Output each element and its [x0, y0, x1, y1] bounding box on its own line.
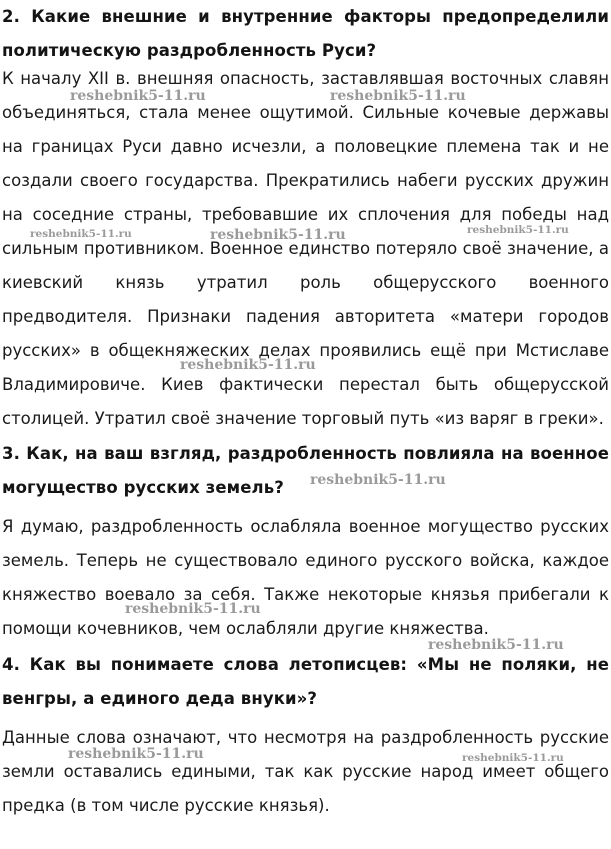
answer-4-paragraph: Данные слова означают, что несмотря на раздробленность русские земли оставались едиными, так как русские народ имеет общего предка (в том числе русские князья).	[2, 728, 609, 815]
watermark: reshebnik5-11.ru	[180, 357, 316, 373]
watermark: reshebnik5-11.ru	[68, 746, 204, 762]
question-3-heading: 3. Как, на ваш взгляд, раздробленность повлияла на военное могущество русских земель?	[2, 444, 609, 497]
question-2-heading: 2. Какие внешние и внутренние факторы предопределили политическую раздробленность Руси?	[2, 7, 609, 60]
answer-3-paragraph: Я думаю, раздробленность ослабляла военное могущество русских земель. Теперь не существовало единого русского войска, каждое княжество воевало за себя. Также некоторые князья прибегали к помощи кочевников, чем ослабляли другие княжества.	[2, 517, 609, 638]
answer-2-paragraph: К началу XII в. внешняя опасность, заставлявшая восточных славян объединяться, стала менее ощутимой. Сильные кочевые державы на границах Руси давно исчезли, а половецкие племена так и не создали своего государства. Прекратились набеги русских дружин на соседние страны, требовавшие их сплочения для победы над сильным противником. Военное единство потеряло своё значение, а киевский князь утратил роль общерусского военного предводителя. Признаки падения авторитета «матери городов русских» в общекняжеских делах проявились ещё при Мстиславе Владимировиче. Киев фактически перестал быть общерусской столицей. Утратил своё значение торговый путь «из варяг в греки».	[2, 69, 609, 428]
watermark: reshebnik5-11.ru	[428, 637, 564, 653]
watermark: reshebnik5-11.ru	[462, 752, 564, 764]
watermark: reshebnik5-11.ru	[125, 601, 261, 617]
question-4-heading: 4. Как вы понимаете слова летописцев: «Мы не поляки, не венгры, а единого деда внуки»?	[2, 655, 609, 708]
watermark: reshebnik5-11.ru	[210, 227, 346, 243]
watermark: reshebnik5-11.ru	[310, 472, 446, 488]
watermark: reshebnik5-11.ru	[70, 88, 206, 104]
watermark: reshebnik5-11.ru	[30, 228, 132, 240]
watermark: reshebnik5-11.ru	[330, 88, 466, 104]
watermark: reshebnik5-11.ru	[467, 224, 569, 236]
